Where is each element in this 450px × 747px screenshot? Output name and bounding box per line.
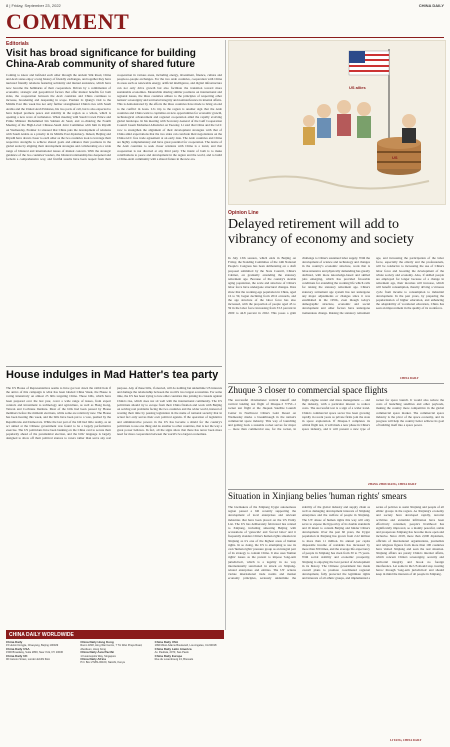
office-name: China Daily Europe	[154, 653, 183, 658]
cartoon-illustration	[229, 41, 445, 204]
zhuque-signature: ZHANG ZHOUXIANG, CHINA DAILY	[368, 483, 417, 486]
contacts-footer	[6, 641, 224, 741]
office-name: China Daily USA	[154, 640, 179, 644]
cartoon-barrel-label: US	[392, 155, 398, 160]
masthead-rule	[6, 37, 444, 38]
editorial-cartoon	[228, 40, 446, 205]
footer-column-2	[80, 641, 149, 741]
office-address: 90 Cannon Street, London EC4N 6HA	[6, 658, 50, 662]
worldwide-bar: CHINA DAILY WORLDWIDE	[6, 630, 224, 639]
office-address: Room 1818, Hing Wai Centre, 7 Tin Wan Praya Road, Aberdeen, Hong Kong	[80, 644, 143, 651]
lead-editorial-headline: Visit has broad significance for building China-Arab community of shared future	[6, 48, 196, 70]
office-address: 1 Fusionopolis Way, Singapore	[80, 654, 116, 658]
second-editorial-body: The US House of Representatives seems to have got lost down the rabbit hole if the antics of this campaign is what has been labeled China Week, the House is voting intensively on almost 25 bills targeting China. Those bills, which have been prepared over the last year, cover a wide range of issues, from export controls and investment to technology and agriculture, as well as Hong Kong, Taiwan and Cochrane Institute. Most of the bills had been passed by House members before the midterm elections, while some are relatively new. The House has been hearing this week, and the bills have been put to a vote, pushed by the Republicans and Democrats. While the last part of the bill had little reality, as an act aimed at the Chinese government was found to be a largely performative exercise. The US politicians have been banking on the China card to secure their popularity ahead of the presidential election, and the bills' language is largely designed to show off their political stances to voters rather than serve any real purpose. Any of these bills, if enacted, will do nothing but undermine US interests and damage the relationship between the world's two largest economies. For some time, the US has been trying to lure other countries into joining its crusade against China's rise, which does not sit well with the international community. The US politicians should try to escape from their China fixation and work with Beijing on solving real problems facing the two countries and the wider world, instead of wasting their time by passing legislation in the name of national security that in actual fact only serves their own political agenda. If the operation of legislative and administrative powers in the US has become a shield for the country's politicians to use one thing and do another to other countries, that is not the way a great power behaves. In fact, all the signs show that there has never been more need for more cooperation between the world's two largest economies.	[6, 386, 222, 441]
footer-office	[155, 655, 224, 662]
page-date: 8 | Friday, September 23, 2022	[6, 2, 61, 8]
delayed-retirement-body: In July 13th session, which ends in Beijing on Friday, the Standing Committee of the 14th National People's Congress has been deliberating on a draft proposal submitted by the State Council, China's Cabinet, on gradually extending the statutory retirement age. Because of the country's sizable aging population, the scale and structure of China's labor force have undergone structural changes. Data show that the working-age population in China, aged 16 to 59, began declining from 2012 onwards, and the age structure of the labor force has also increased, with the proportion of people aged 45 to 59 in the labor force increasing from 33.3 percent in 2000 to 44.8 percent in 2022. This poses a grim challenge to China's sustained labor supply. With the development of science and technology and changes in the country's economic structure, work that is labor-intensive and physically demanding has greatly declined, with more knowledge-based and skilled jobs emerging, which has provided favorable conditions for extending the working life which calls for raising the statutory retirement age. China's statutory retirement age system has not undergone any major adjustments or changes since it was established in the 1950s, even though today's demographic structure, economic and social development and other factors have undergone tremendous change. Raising the statutory retirement age, and increasing the participation of the labor force, especially the elderly and the professionals, will be conducive to increasing the use of China's labor force and boosting the development of the whole society and economy. Also, if skilled people are employed for longer because of a change in retirement age, their incomes will increase, which will benefit consumption, thereby driving a virtuous cycle from income to consumption to industrial development. In the past years, by preparing the popularization of higher education, and enhancing the adaptability of vocational education, China has seen an improvement in the quality of its workforce.	[228, 256, 444, 315]
section-title: COMMENT	[6, 9, 130, 34]
office-name: China Daily USA	[6, 646, 30, 651]
office-name: China Daily Africa	[80, 657, 106, 662]
zhuque-body: The successful 10-kilometer vertical takeoff and vertical landing test flight of Zhuque-3 VTVL-1 rocket test flight at the Jiuquan Satellite Launch Center in Northwest China's Gobi Desert on Wednesday marks a breakthrough in the nation's commercial space industry. This way of launching and getting back a reusable rocket serves for major — more than commercial use, for the rocket, in flight engine restart and mass management — and the industry, with a particular interest to reduce costs. The successful test is a sign of a wider trend. China's commercial space sector has been growing rapidly in recent years as private firms join the state in space exploration. If Zhuque-3 completes its orbital flight test, it will mark a new phase in China's space industry, and it will present a new type of rocket for space launch. It would also reduce the costs of launching satellites and other payloads, making the country more competitive in the global commercial space market. The commercial space industry is the pivot of the space economy, and its progress will help the country better achieve its goal of building itself into a space power.	[228, 398, 444, 432]
editorials-kicker: Editorials	[6, 41, 29, 47]
office-name: China Daily	[6, 640, 23, 644]
office-name: China Daily Latin America	[154, 646, 192, 651]
divider	[228, 383, 444, 384]
xinjiang-signature: LI YANG, CHINA DAILY	[390, 739, 422, 742]
us-flag-icon	[349, 51, 389, 75]
office-address: 1500 Broadway, Suite 2800, New York, NY 10036	[6, 651, 64, 655]
office-address: 15 Huixin Dongjie, Chaoyang, Beijing 100029	[6, 644, 59, 648]
office-name: China Daily Asia Pacific	[80, 650, 115, 655]
footer-column-3	[155, 641, 224, 741]
footer-office	[80, 658, 149, 665]
xinjiang-headline: Situation in Xinjiang belies 'human rights' smears	[228, 491, 407, 501]
divider	[228, 489, 444, 490]
xinjiang-body: The lawmakers of the Xinjiang Uygur autonomous region passed a bill recently supporting the development of local enterprises and relevant industries that have been placed on the US Entity List. The US has deliberately fabricated lies related to Xinjiang, including smearing Beijing with accusations of 'genocide' and 'forced labor' and it frequently slanders China's human rights situation in Xinjiang as it's one of the highest areas of human rights. In so doing, the US is attempting to use its own 'human rights' pressure group as an integral part of its strategy to contain China. It also uses 'human rights' issues as the pretext to impose 'long-arm jurisdiction', which is a legality in no way internationally sanctioned in attack on Xinjiang-related enterprises and entities. The US' actions violate international trade norms and market economy principles, seriously undermine the stability of the global industry and supply chain as well as damaging development interests of Xinjiang enterprises and the welfare of people in Xinjiang. The US' abuse of human rights this way will only serve to expose the hypocrisy of its double standards and ill intent to contain Beijing and hinder China's development. Over the past 60 years, the Uygur population in Xinjiang has grown from 2.22 million to more than 11 million. Its annual per capita disposable income of residents has increased by more than 300 times, and the average life expectancy of people in Xinjiang has risen from 30 to 75 years. With social stability and economic prosperity, Xinjiang is enjoying the best period of development in its history. The Chinese government has made overall plans to promote coordinated regional development, fully protected the legitimate rights and interests of all ethnic groups, and implemented a series of policies to assist Xinjiang and people of all ethnic groups in the region. As Xinjiang's economy and society have developed rapidly, terrorist activities and extremist infiltration have been effectively contained, people's livelihood has significantly improved, so a mainly peaceful, stable and prosperous Xinjiang has become more open and inclusive. Since 2018, more than 2,000 diplomats, officials of international organizations, journalists and religious figures from more than 100 countries have visited Xinjiang and seen the real situation. Xinjiang affairs are purely China's internal affairs, which concern China's sovereignty, security and territorial integrity and brook no foreign interference. Let some in the US should stop creating havoc through 'long-arm jurisdiction' and should keep in mind the interests of all people in Xinjiang.	[228, 505, 444, 581]
footer-office	[6, 655, 75, 662]
column-divider	[225, 40, 226, 630]
office-name: China Daily UK	[6, 653, 28, 658]
cartoon-flag-label: US allies	[349, 85, 366, 90]
office-address: Av. Paulista, 2073, Sao Paulo	[154, 651, 189, 655]
second-editorial-headline: House indulges in Mad Hatter's tea party	[6, 369, 219, 381]
office-address: P.O. Box 27281-00100, Nairobi, Kenya	[80, 661, 125, 665]
office-address: 1999 West Adams Boulevard, Los Angeles, CA 90018	[154, 644, 217, 648]
opinion-kicker: Opinion Line	[228, 210, 259, 216]
zhuque-headline: Zhuque 3 closer to commercial space flights	[228, 385, 388, 395]
footer-column-1	[6, 641, 75, 741]
paper-name: CHINA DAILY	[418, 2, 444, 8]
delayed-retirement-headline: Delayed retirement will add to vibrancy of economy and society	[228, 217, 414, 247]
office-address: Rue du Luxembourg 13, Brussels	[154, 658, 194, 662]
figure-on-barrel-icon	[402, 114, 416, 143]
divider	[6, 366, 222, 367]
delayed-retirement-signature: CHINA DAILY	[400, 377, 419, 380]
office-name: China Daily Hong Kong	[80, 640, 114, 644]
lead-editorial-body: Coming to know and befriend each other through the ancient Silk Road, China and Arab states enjoy a long history of friendly exchanges, and together they have nurtured friendly relations featuring solidarity and mutual assistance, which have now become the hallmarks of their cooperation. Driven by a combination of economic, strategic and geopolitical factors that offer mutual benefits for both sides, the cooperation between the Arab countries and China continues to increase, broadening and deepening in scope. Premier Li Qiang's visit to the Middle East this week has not only further strengthened China's ties with Saudi Arabia and the United Arab Emirates, his two ports of call, but is also expected to have helped promote peace and stability in the region as a whole, which is opening a new wave of turbulence. When meeting with Saudi Crown Prince and Prime Minister Mohammed bin Salman Al Saud, and co-chairing the Fourth Meeting of the High-Level Chinese-Saudi Joint Committee with him in Riyadh on Wednesday, Premier Li stressed that China puts the development of relations with Saudi Arabia as a priority in its Middle East diplomacy. Indeed, Beijing and Riyadh have drawn closer to each other as the two countries look to leverage their respective strengths to achieve shared goals and enhance their positions in the global arena by aligning their development strategies and collaborating on a wide range of bilateral and international issues of mutual concern. With the strategic guidance of the two countries' leaders, the bilateral relationship has deepened and forbeds a comprehensive way, and fruitful results have been reaped from their cooperation in various areas, including energy, investment, finance, culture and people-to-people exchanges. For the two Arab countries, cooperation with China in areas such as renewable energy, artificial intelligence, and digital infrastructure can not only drive growth but also facilitate the transition toward more sustainable economies. Meanwhile sharing similar positions on international and regional issues, the three countries adhere to the principles of respecting other nations' sovereignty and territorial integrity and noninterference in internal affairs. This is demonstrated by the efforts the three countries have made to bring an end to the conflict in Gaza. Li's trip to the region is another sign that the Arab countries and China want to capitalize on new opportunities for economic growth, technological advancement and regional cooperation amid the rapidly evolving global landscape. In his meeting with Secretary-General of the Gulf Cooperation Council Jasem Mohamed Albudaiwi on Tuesday, Li said that China and the GCC vow to strengthen the alignment of their development strategies with that of China amid expectations that the two sides can conclude their negotiations on the China-GCC free trade agreement at an early date. The Arab countries and China are highly complementary and have great potential for cooperation. The desire of the Arab countries to seek closer relations with China is a trend, and that cooperation is not directed at any third party. The intent of both is to make contributions to peace and development in the region and the world, and to build a China-Arab community with a shared future in the new era.	[6, 73, 222, 162]
